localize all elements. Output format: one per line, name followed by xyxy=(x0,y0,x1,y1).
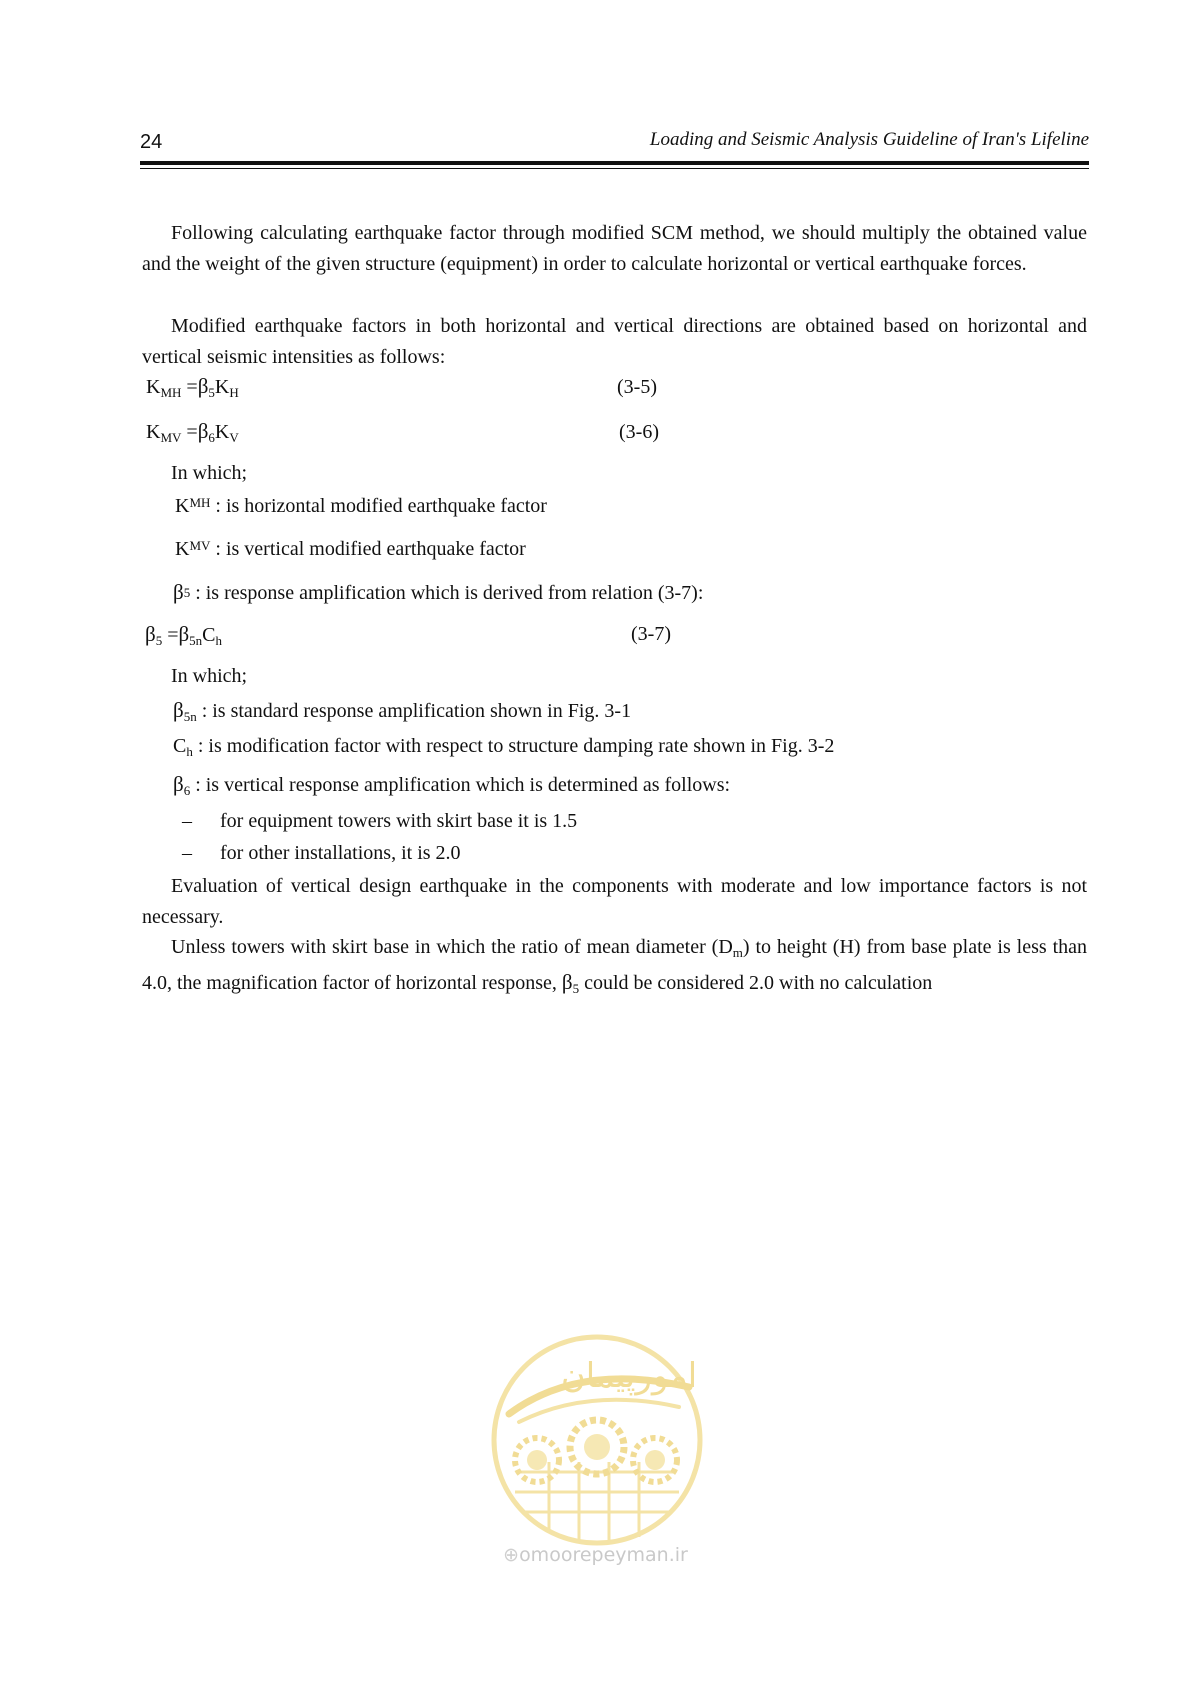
paragraph-1: Following calculating earthquake factor through modified SCM method, we should multiply the obtained value and the weight of the given structure (equipment) in order to calculate horizontal or vertical earthquake forces. xyxy=(142,222,1087,275)
definition-kmh: $K_{MH}$ : is horizontal modified earthquake factor xyxy=(175,495,547,517)
equation-3-5: $K_{MH} =\beta_5K_H$ xyxy=(146,374,239,400)
equation-number-3-7: (3-7) xyxy=(631,623,671,645)
equation-number-3-5: (3-5) xyxy=(617,376,657,398)
watermark-url: ⊕omoorepeyman.ir xyxy=(503,1544,688,1566)
in-which-label-2: In which; xyxy=(171,665,248,687)
bullet-dash: – xyxy=(182,842,192,864)
definition-beta6: $\beta_6$ : is vertical response amplification which is determined as follows: xyxy=(173,772,731,798)
header-rule-thin xyxy=(140,168,1089,169)
paragraph-3: Evaluation of vertical design earthquake in the components with moderate and low importance factors is not necessary. xyxy=(142,875,1087,928)
definition-ch: $C_h$ : is modification factor with respect to structure damping rate shown in Fig. 3-2 xyxy=(173,735,835,759)
globe-icon: ⊕ xyxy=(503,1544,520,1566)
paragraph-4: Unless towers with skirt base in which the ratio of mean diameter $(D_m)$ to height (H) from base plate is less than 4.0, the magnification factor of horizontal response, $\beta_5$ could be considered 2.0 with no calculation xyxy=(142,936,1087,996)
bullet-item-1: – for equipment towers with skirt base it is 1.5 xyxy=(182,810,578,832)
header-rule-thick xyxy=(140,161,1089,165)
paragraph-2: Modified earthquake factors in both horizontal and vertical directions are obtained based on horizontal and vertical seismic intensities as follows: xyxy=(142,315,1087,368)
definition-kmv: $K_{MV}$ : is vertical modified earthquake factor xyxy=(175,538,526,560)
bullet-item-2: – for other installations, it is 2.0 xyxy=(182,842,461,864)
equation-number-3-6: (3-6) xyxy=(619,421,659,443)
in-which-label: In which; xyxy=(171,462,248,484)
running-title: Loading and Seismic Analysis Guideline of Iran's Lifeline xyxy=(649,129,1089,150)
equation-3-7: $\beta_5 =\beta_{5n}C_h$ xyxy=(145,622,222,648)
page-number: 24 xyxy=(140,131,163,153)
definition-beta5: $\beta_5$ : is response amplification which is derived from relation (3-7): xyxy=(173,580,704,604)
watermark-logo-icon xyxy=(489,1332,705,1548)
watermark-logo-text: امورپیمان xyxy=(560,1356,698,1396)
bullet-dash: – xyxy=(182,810,192,832)
equation-3-6: $K_{MV} =\beta_6K_V$ xyxy=(146,419,239,445)
definition-beta5n: $\beta_{5n}$ : is standard response amplification shown in Fig. 3-1 xyxy=(173,698,632,724)
